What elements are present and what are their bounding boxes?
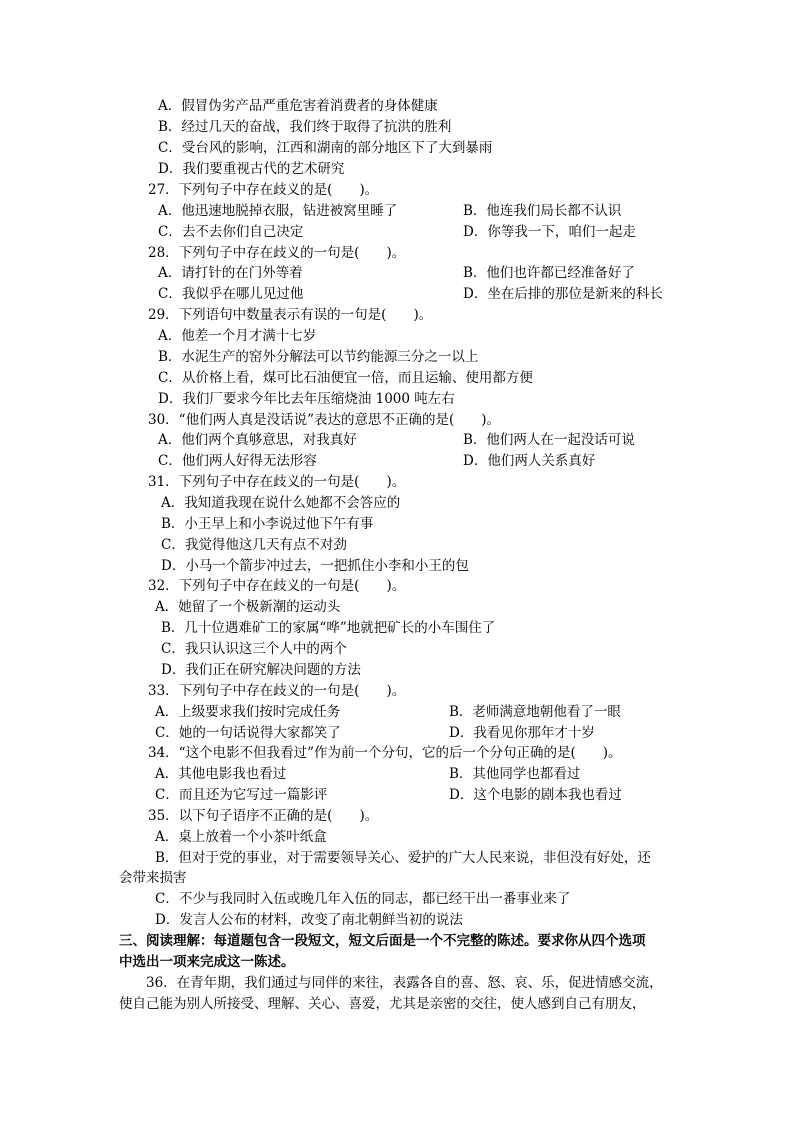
q34-option-d: D．这个电影的剧本我也看过 (449, 787, 622, 803)
q33-stem: 33．下列句子中存在歧义的一句是( )。 (148, 683, 406, 699)
q28-option-a: A．请打针的在门外等着 (158, 265, 303, 281)
q29-stem: 29．下列语句中数量表示有误的一句是( )。 (148, 307, 433, 323)
q28-stem: 28．下列句子中存在歧义的一句是( )。 (148, 245, 406, 261)
q33-option-d: D．我看见你那年才十岁 (449, 725, 595, 741)
q35-option-d: D．发言人公布的材料，改变了南北朝鲜当初的说法 (155, 912, 463, 928)
q33-option-a: A．上级要求我们按时完成任务 (155, 704, 341, 720)
q36-passage-line2: 使自己能为别人所接受、理解、关心、喜爱，尤其是亲密的交往，使人感到自己有朋友， (119, 996, 646, 1012)
section-3-heading-line1: 三、阅读理解：每道题包含一段短文，短文后面是一个不完整的陈述。要求你从四个选项 (119, 933, 646, 949)
q31-option-d: D．小马一个箭步冲过去，一把抓住小李和小王的包 (161, 558, 469, 574)
q30-option-c: C．他们两人好得无法形容 (158, 453, 317, 469)
q34-option-b: B．其他同学也都看过 (449, 766, 581, 782)
q34-stem: 34．“这个电影不但我看过”作为前一个分句，它的后一个分句正确的是( )。 (148, 745, 622, 761)
q27-option-a: A．他迅速地脱掉衣服，钻进被窝里睡了 (158, 203, 398, 219)
q27-option-b: B．他连我们局长都不认识 (463, 203, 622, 219)
q32-stem: 32．下列句子中存在歧义的一句是( )。 (148, 578, 406, 594)
section-3-heading-line2: 中选出一项来完成这一陈述。 (119, 954, 295, 970)
q28-option-c: C．我似乎在哪儿见过他 (158, 286, 304, 302)
q29-option-a: A．他差一个月才满十七岁 (158, 328, 317, 344)
q31-option-c: C．我觉得他这几天有点不对劲 (161, 537, 347, 553)
q27-stem: 27．下列句子中存在歧义的是( )。 (148, 182, 379, 198)
q32-option-b: B．几十位遇难矿工的家属“哗”地就把矿长的小车围住了 (161, 620, 496, 636)
q29-option-c: C．从价格上看，煤可比石油便宜一倍，而且运输、使用都方便 (158, 370, 533, 386)
q29-option-b: B．水泥生产的窑外分解法可以节约能源三分之一以上 (158, 349, 479, 365)
q31-stem: 31．下列句子中存在歧义的一句是( )。 (148, 474, 406, 490)
q35-option-b-line2: 会带来损害 (119, 870, 187, 886)
q35-option-b-line1: B．但对于党的事业，对于需要领导关心、爱护的广大人民来说，非但没有好处，还 (155, 850, 651, 866)
q36-passage-line1: 36．在青年期，我们通过与同伴的来往，表露各自的喜、怒、哀、乐，促进情感交流， (146, 975, 663, 991)
q28-option-d: D．坐在后排的那位是新来的科长 (463, 286, 663, 302)
q34-option-c: C．而且还为它写过一篇影评 (155, 787, 328, 803)
q28-option-b: B．他们也许都已经准备好了 (463, 265, 635, 281)
q33-option-c: C．她的一句话说得大家都笑了 (155, 725, 341, 741)
q27-option-d: D．你等我一下，咱们一起走 (463, 224, 636, 240)
q31-option-a: A．我知道我现在说什么她都不会答应的 (161, 495, 401, 511)
q35-stem: 35．以下句子语序不正确的是( )。 (148, 808, 379, 824)
q32-option-c: C．我只认识这三个人中的两个 (161, 641, 347, 657)
q30-option-a: A．他们两个真够意思，对我真好 (158, 432, 357, 448)
q30-option-b: B．他们两人在一起没话可说 (463, 432, 635, 448)
q27-option-c: C．去不去你们自己决定 (158, 224, 304, 240)
q26-option-a: A．假冒伪劣产品严重危害着消费者的身体健康 (158, 98, 438, 114)
q32-option-a: A．她留了一个极新潮的运动头 (155, 599, 341, 615)
q26-option-b: B．经过几天的奋战，我们终于取得了抗洪的胜利 (158, 119, 452, 135)
q35-option-a: A．桌上放着一个小茶叶纸盒 (155, 829, 327, 845)
q32-option-d: D．我们正在研究解决问题的方法 (161, 662, 361, 678)
q33-option-b: B．老师满意地朝他看了一眼 (449, 704, 621, 720)
q26-option-c: C．受台风的影响，江西和湖南的部分地区下了大到暴雨 (158, 140, 493, 156)
q31-option-b: B．小王早上和小李说过他下午有事 (161, 516, 374, 532)
q34-option-a: A．其他电影我也看过 (155, 766, 287, 782)
q26-option-d: D．我们要重视古代的艺术研究 (158, 161, 345, 177)
q30-stem: 30．“他们两人真是没话说”表达的意思不正确的是( )。 (148, 412, 501, 428)
q35-option-c: C．不少与我同时入伍或晚几年入伍的同志，都已经干出一番事业来了 (155, 891, 571, 907)
q30-option-d: D．他们两人关系真好 (463, 453, 596, 469)
q29-option-d: D．我们厂要求今年比去年压缩烧油 1000 吨左右 (158, 391, 455, 407)
